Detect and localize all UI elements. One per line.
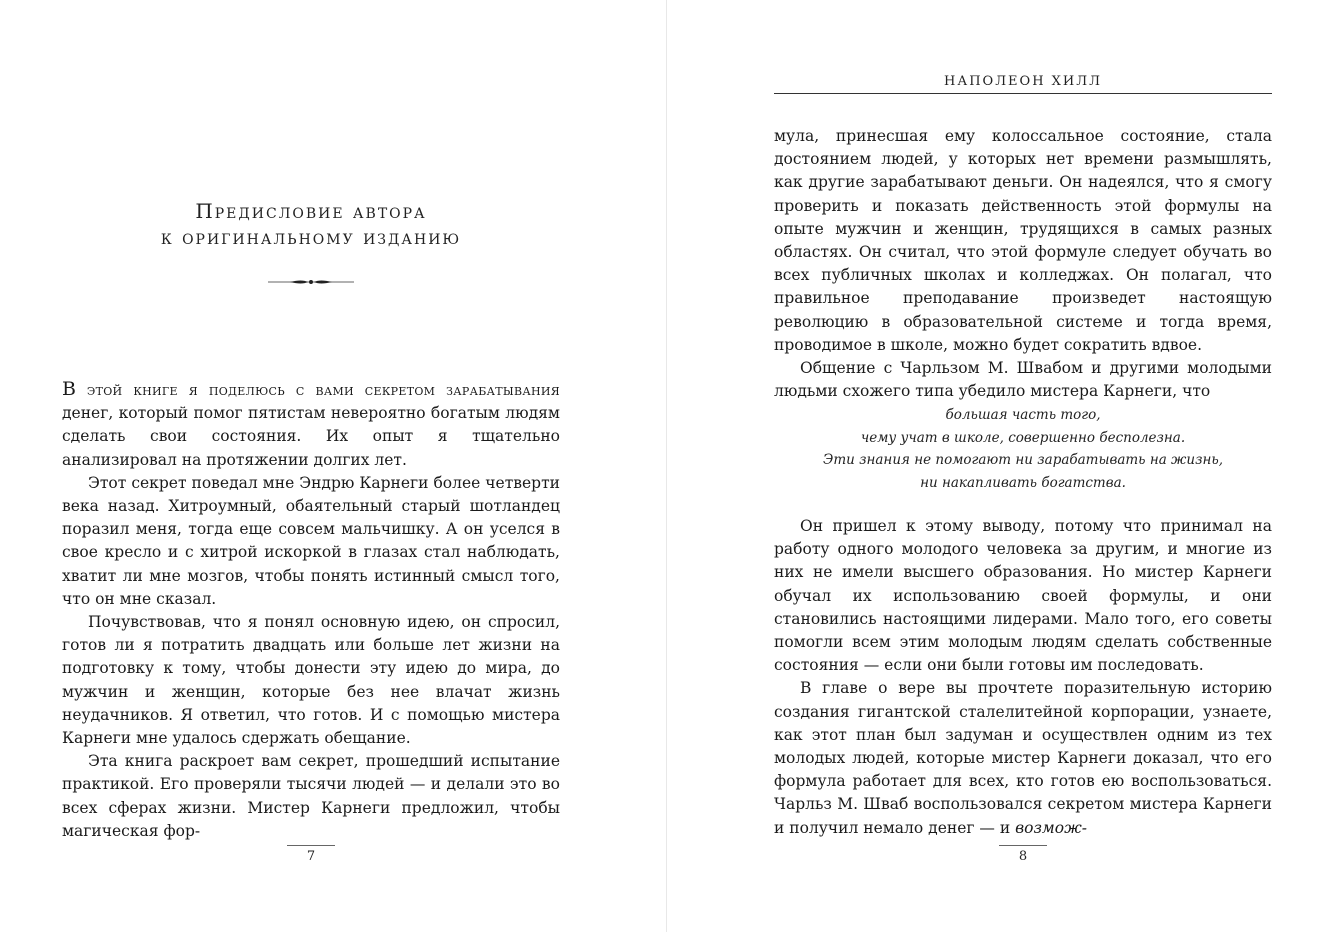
paragraph: [774, 677, 1272, 839]
italic-hyphenated-word: возмож-: [1015, 818, 1087, 837]
paragraph: Общение с Чарльзом М. Швабом и другими молодыми людьми схожего типа убедило мистера Карнеги, что: [774, 359, 1272, 401]
chapter-title-line-2: к оригинальному изданию: [160, 225, 462, 249]
page-number: 8: [1018, 849, 1028, 864]
paragraph: Почувствовав, что я понял основную идею, он спросил, готов ли я потратить двадцать или больше лет жизни на подготовку к тому, чтобы донести эту идею до мира, до мужчин и женщин, которые без нее влачат жизнь неудачников. Я ответил, что готов. И с помощью мистера Карнеги мне удалось сдержать обещание.: [62, 613, 560, 748]
lead-small-caps: этой книге я поделюсь с вами секретом зарабатывания: [75, 381, 560, 399]
page-number: 7: [306, 849, 316, 864]
paragraph: [62, 378, 560, 472]
left-page: [62, 0, 560, 932]
paragraph-text: денег, который помог пятистам невероятно богатым людям сделать свои состояния. Их опыт я тщательно анализировал на протяжении долгих лет.: [62, 404, 560, 469]
quote-line: большая часть того,: [945, 407, 1101, 423]
left-body-text: [62, 378, 560, 843]
lead-capital: В: [62, 378, 76, 400]
paragraph: Этот секрет поведал мне Эндрю Карнеги более четверти века назад. Хитроумный, обаятельный старый шотландец поразил меня, тогда еще совсем мальчишку. А он уселся в свое кресло и с хитрой искоркой в глазах стал наблюдать, хватит ли мне мозгов, чтобы понять истинный смысл того, что он мне сказал.: [62, 473, 560, 608]
right-body-text-bottom: [774, 515, 1272, 840]
folio-rule: [999, 845, 1047, 846]
paragraph: Он пришел к этому выводу, потому что принимал на работу одного молодого человека за другим, и многие из них не имели высшего образования. Но мистер Карнеги обучал их использованию своей формулы, и они становились настоящими лидерами. Мало того, его советы помогли всем этим молодым людям сделать собственные состояния — если они были готовы им последовать.: [774, 517, 1272, 675]
right-body-text-top: [774, 125, 1272, 403]
running-head-rule: [774, 93, 1272, 94]
running-head: НАПОЛЕОН ХИЛЛ: [944, 74, 1102, 89]
chapter-title: [62, 198, 560, 250]
ornament-divider-icon: [268, 274, 354, 290]
folio-rule: [287, 845, 335, 846]
quote-line: ни накапливать богатства.: [920, 474, 1126, 491]
page-gutter: [666, 0, 667, 932]
paragraph: Эта книга раскроет вам секрет, прошедший испытание практикой. Его проверяли тысячи людей — и делали это во всех сферах жизни. Мистер Карнеги предложил, чтобы магическая фор-: [62, 752, 560, 840]
paragraph-text: В главе о вере вы прочтете поразительную историю создания гигантской сталелитейной корпорации, узнаете, как этот план был задуман и осуществлен одним из тех молодых людей, которые мистер Карнеги доказал, что его формула работает для всех, кто готов ею воспользоваться. Чарльз М. Шваб воспользовался секретом мистера Карнеги и получил немало денег — и: [774, 679, 1272, 837]
quote-line: чему учат в школе, совершенно бесполезна.: [860, 429, 1186, 446]
block-quote: [774, 404, 1272, 494]
quote-line: Эти знания не помогают ни зарабатывать на жизнь,: [823, 452, 1223, 469]
paragraph: мула, принесшая ему колоссальное состояние, стала достоянием людей, у которых нет времени размышлять, как другие зарабатывают деньги. Он надеялся, что я смогу проверить и показать действенность этой формулы на опыте мужчин и женщин, трудящихся в самых разных областях. Он считал, что этой формуле следует обучать во всех публичных школах и колледжах. Он полагал, что правильное преподавание произведет настоящую революцию в образовательной системе и тогда время, проводимое в школе, можно будет сократить вдвое.: [774, 127, 1272, 354]
chapter-title-line-1: Предисловие автора: [195, 199, 427, 223]
right-page: [774, 0, 1272, 932]
